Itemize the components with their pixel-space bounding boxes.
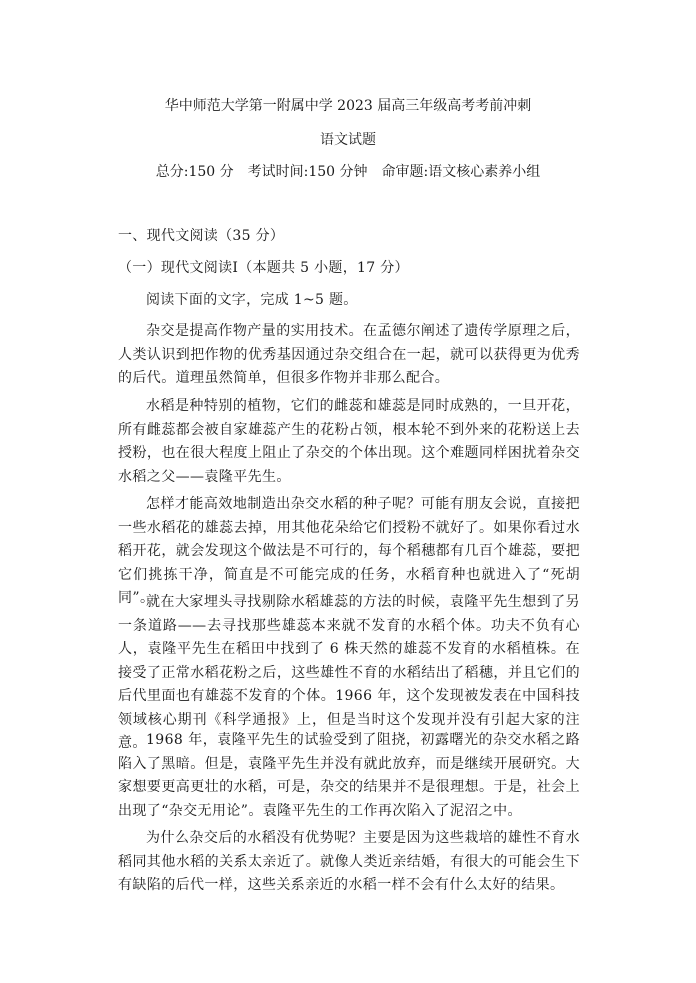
paragraph-5: 1968 年，袁隆平先生的试验受到了阻挠，初露曙光的杂交水稻之路陷入了黑暗。但是，袁隆平先生并没有就此放弃，而是继续开展研究。大家想要更高更壮的水稻，可是，杂交的结果并不是很理想。于是，社会上出现了“杂交无用论”。袁隆平先生的工作再次陷入了泥沼之中。 <box>118 732 580 819</box>
subject-title: 语文试题 <box>320 132 376 148</box>
paragraph-6: 为什么杂交后的水稻没有优势呢？主要是因为这些栽培的雄性不育水稻同其他水稻的关系太亲近了。就像人类近亲结婚，有很大的可能会生下有缺陷的后代一样，这些关系亲近的水稻一样不会有什么太好的结果。 <box>118 830 580 893</box>
paragraph-4: 就在大家埋头寻找剔除水稻雄蕊的方法的时候，袁隆平先生想到了另一条道路——去寻找那些雄蕊本来就不发育的水稻个体。功夫不负有心人，袁隆平先生在稻田中找到了 6 株天然的雄蕊不发育的水稻植株。在接受了正常水稻花粉之后，这些雄性不育的水稻结出了稻穗，并且它们的后代里面也有雄蕊不发育的个体。1966 年，这个发现被发表在中国科技领域核心期刊《科学通报》上，但是当时这个发现并没有引起大家的注意。 <box>118 594 580 751</box>
reading-instruction: 阅读下面的文字，完成 1~5 题。 <box>146 292 358 308</box>
paragraph-3: 怎样才能高效地制造出杂交水稻的种子呢？可能有朋友会说，直接把一些水稻花的雄蕊去掉，用其他花朵给它们授粉不就好了。如果你看过水稻开花，就会发现这个做法是不可行的，每个稻穗都有几百个雄蕊，要把它们挑拣干净，简直是不可能完成的任务，水稻育种也就进入了“死胡同”。 <box>118 496 580 606</box>
paragraph-1: 杂交是提高作物产量的实用技术。在孟德尔阐述了遗传学原理之后，人类认识到把作物的优秀基因通过杂交组合在一起，就可以获得更为优秀的后代。道理虽然简单，但很多作物并非那么配合。 <box>118 323 580 386</box>
exam-info: 总分:150 分 考试时间:150 分钟 命审题:语文核心素养小组 <box>155 164 541 180</box>
paragraph-2: 水稻是种特别的植物，它们的雌蕊和雄蕊是同时成熟的，一旦开花，所有雌蕊都会被自家雄蕊产生的花粉占领，根本轮不到外来的花粉送上去授粉，也在很大程度上阻止了杂交的个体出现。这个难题同样困扰着杂交水稻之父——袁隆平先生。 <box>118 398 580 485</box>
section-title: 一、现代文阅读（35 分） <box>118 228 285 244</box>
subsection-title: （一）现代文阅读Ⅰ（本题共 5 小题，17 分） <box>118 260 409 276</box>
school-title: 华中师范大学第一附属中学 2023 届高三年级高考考前冲刺 <box>164 98 532 114</box>
